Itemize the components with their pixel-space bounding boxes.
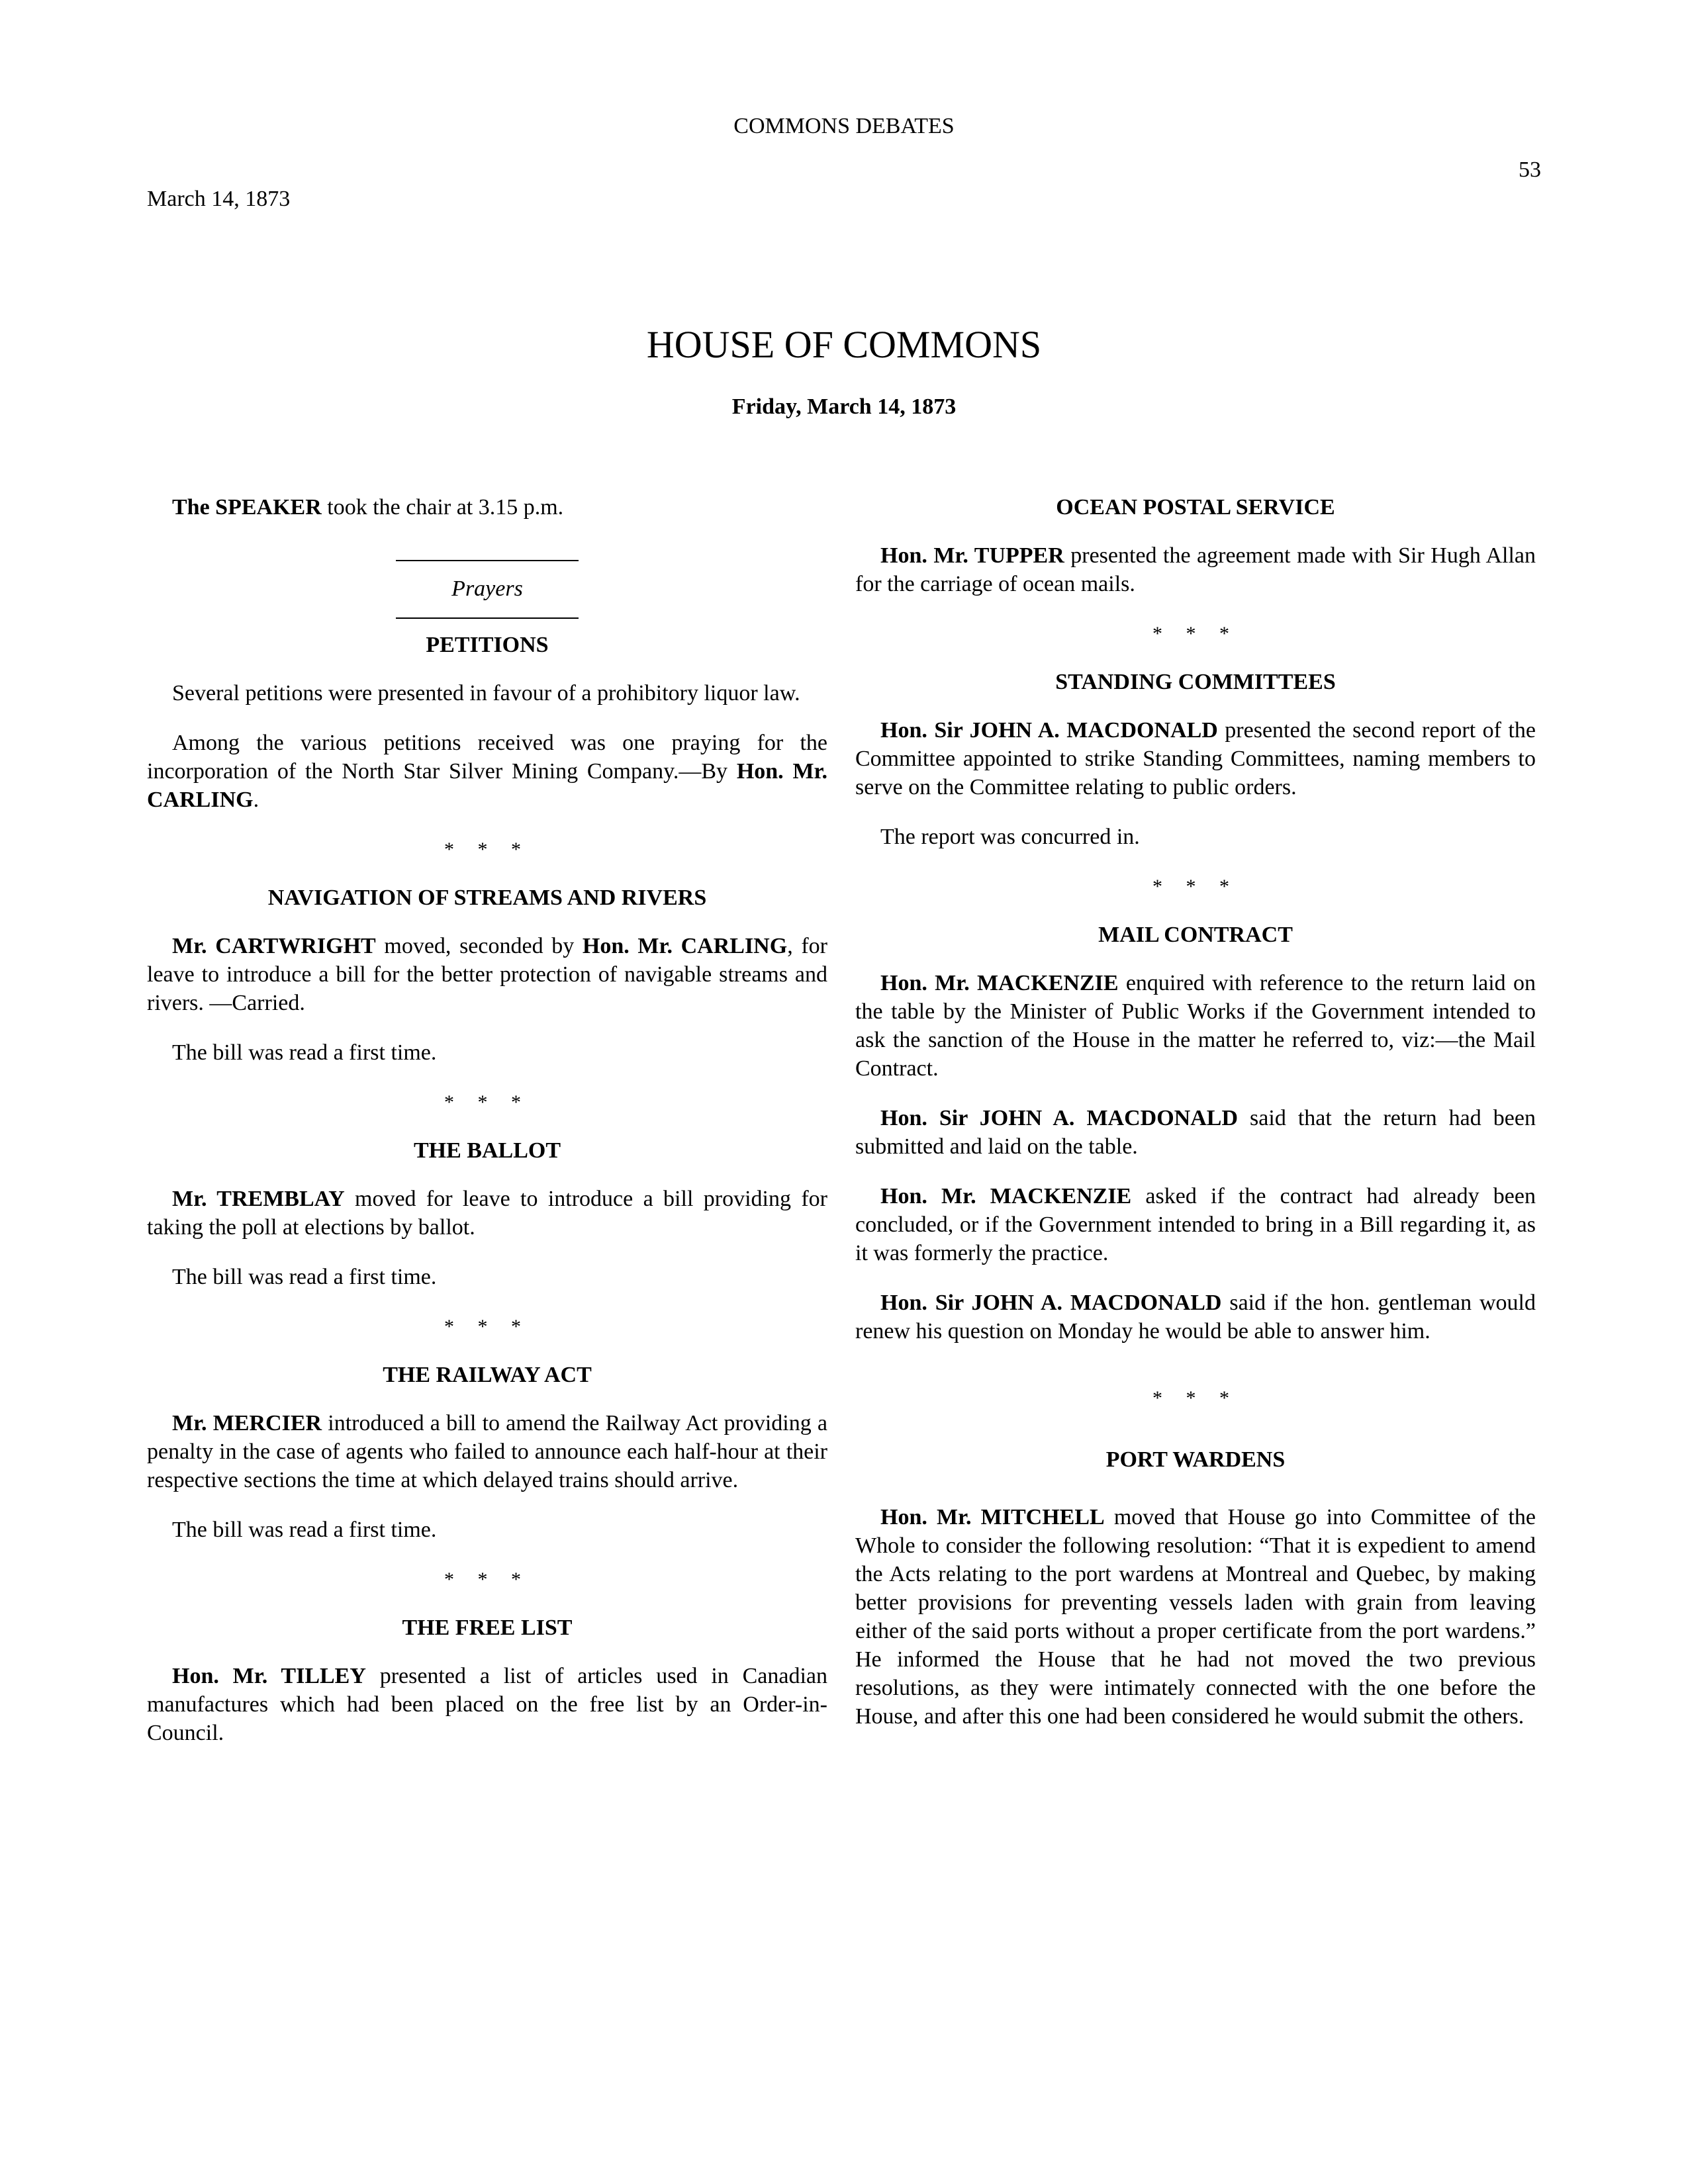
member-name: Mr. CARTWRIGHT	[172, 934, 376, 958]
member-name: Hon. Mr. CARLING	[582, 934, 788, 958]
member-name: Mr. MERCIER	[172, 1411, 322, 1435]
member-name: Hon. Mr. TILLEY	[172, 1664, 366, 1688]
section-heading-navigation: NAVIGATION OF STREAMS AND RIVERS	[267, 886, 707, 910]
ballot-paragraph: The bill was read a first time.	[172, 1265, 437, 1289]
section-separator: * * *	[1152, 623, 1239, 645]
section-heading-ballot: THE BALLOT	[413, 1138, 561, 1163]
section-separator: * * *	[444, 1569, 530, 1590]
ballot-paragraph	[147, 1185, 827, 1242]
ocean-paragraph	[855, 541, 1536, 598]
speaker-text: took the chair at 3.15 p.m.	[321, 495, 564, 520]
section-heading-free-list: THE FREE LIST	[402, 1615, 573, 1640]
member-name: Hon. Sir JOHN A. MACDONALD	[880, 1291, 1222, 1315]
sitting-date: Friday, March 14, 1873	[731, 394, 957, 419]
navigation-text: moved, seconded by	[375, 934, 583, 958]
navigation-paragraph: The bill was read a first time.	[172, 1040, 437, 1065]
section-separator: * * *	[444, 1091, 530, 1113]
member-name: Hon. Sir JOHN A. MACDONALD	[880, 718, 1218, 743]
left-column	[147, 493, 827, 1768]
section-heading-port-wardens: PORT WARDENS	[1105, 1447, 1286, 1472]
navigation-text: , for leave to introduce a bill for the better protection of navigable streams and rivers. —Carried.	[147, 934, 827, 1015]
railway-text: introduced a bill to amend the Railway Act providing a penalty in the case of agents who failed to announce each half-hour at their respective sections the time at which delayed trains should arrive.	[147, 1411, 828, 1492]
section-separator: * * *	[1152, 1387, 1239, 1409]
petitions-paragraph	[147, 729, 827, 814]
mail-text: said that the return had been submitted and laid on the table.	[855, 1106, 1536, 1159]
divider-rule	[396, 560, 579, 561]
standing-paragraph: The report was concurred in.	[880, 825, 1140, 849]
section-separator: * * *	[444, 839, 530, 860]
section-heading-standing-committees: STANDING COMMITTEES	[1055, 670, 1336, 694]
section-separator: * * *	[1152, 876, 1239, 897]
standing-text: presented the second report of the Committee appointed to strike Standing Committees, naming members to serve on the Committee relating to public orders.	[855, 718, 1536, 799]
mail-text: asked if the contract had already been concluded, or if the Government intended to bring in a Bill regarding it, as it was formerly the practice.	[855, 1184, 1536, 1265]
member-name: Hon. Sir JOHN A. MACDONALD	[880, 1106, 1239, 1130]
member-name: Hon. Mr. CARLING	[147, 759, 827, 812]
mail-paragraph	[855, 1182, 1536, 1267]
port-text: moved that House go into Committee of the Whole to consider the following resolution: “That it is expedient to amend the Acts relating to the port wardens at Montreal and Quebec, by making better provisions for preventing vessels laden with grain from leaving either of the said ports without a proper certificate from the port wardens.” He informed the House that he had not moved the two previous resolutions, as they were intimately connected with the one before the House, and after this one had been considered he would submit the others.	[855, 1505, 1536, 1729]
navigation-paragraph	[147, 932, 827, 1017]
mail-text: enquired with reference to the return laid on the table by the Minister of Public Works if the Government intended to ask the sanction of the House in the matter he referred to, viz:—the Mail Contract.	[855, 971, 1536, 1081]
mail-text: said if the hon. gentleman would renew his question on Monday he would be able to answer him.	[855, 1291, 1536, 1343]
port-paragraph	[855, 1503, 1536, 1731]
divider-rule	[396, 617, 579, 619]
petitions-paragraph: Several petitions were presented in favour of a prohibitory liquor law.	[172, 681, 800, 705]
mail-paragraph	[855, 969, 1536, 1083]
prayers-label: Prayers	[451, 576, 523, 601]
free-list-text: presented a list of articles used in Canadian manufactures which had been placed on the free list by an Order-in-Council.	[147, 1664, 827, 1745]
mail-paragraph	[855, 1289, 1536, 1345]
section-heading-ocean-postal: OCEAN POSTAL SERVICE	[1056, 495, 1335, 520]
standing-paragraph	[855, 716, 1536, 801]
member-name: Hon. Mr. MACKENZIE	[880, 971, 1119, 995]
right-column	[855, 493, 1536, 1752]
petitions-text: Among the various petitions received was one praying for the incorporation of the North Star Silver Mining Company.—By	[147, 731, 827, 784]
ocean-text: presented the agreement made with Sir Hugh Allan for the carriage of ocean mails.	[855, 543, 1536, 596]
member-name: Hon. Mr. TUPPER	[880, 543, 1064, 568]
railway-paragraph: The bill was read a first time.	[172, 1518, 437, 1542]
speaker-paragraph	[147, 493, 827, 522]
member-name: Hon. Mr. MACKENZIE	[880, 1184, 1132, 1208]
page-date: March 14, 1873	[147, 187, 291, 211]
member-name: Hon. Mr. MITCHELL	[880, 1505, 1105, 1529]
speaker-name: The SPEAKER	[172, 495, 322, 520]
railway-paragraph	[147, 1409, 827, 1494]
section-separator: * * *	[444, 1316, 530, 1338]
member-name: Mr. TREMBLAY	[172, 1187, 345, 1211]
free-list-paragraph	[147, 1662, 827, 1747]
section-heading-petitions: PETITIONS	[426, 633, 549, 657]
running-head: COMMONS DEBATES	[733, 114, 955, 138]
ballot-text: moved for leave to introduce a bill providing for taking the poll at elections by ballot.	[147, 1187, 827, 1240]
petitions-end: .	[253, 788, 259, 812]
mail-paragraph	[855, 1104, 1536, 1161]
section-heading-railway: THE RAILWAY ACT	[383, 1363, 592, 1387]
section-heading-mail-contract: MAIL CONTRACT	[1098, 923, 1293, 947]
page-number: 53	[1519, 158, 1541, 182]
page-title: HOUSE OF COMMONS	[646, 322, 1042, 366]
